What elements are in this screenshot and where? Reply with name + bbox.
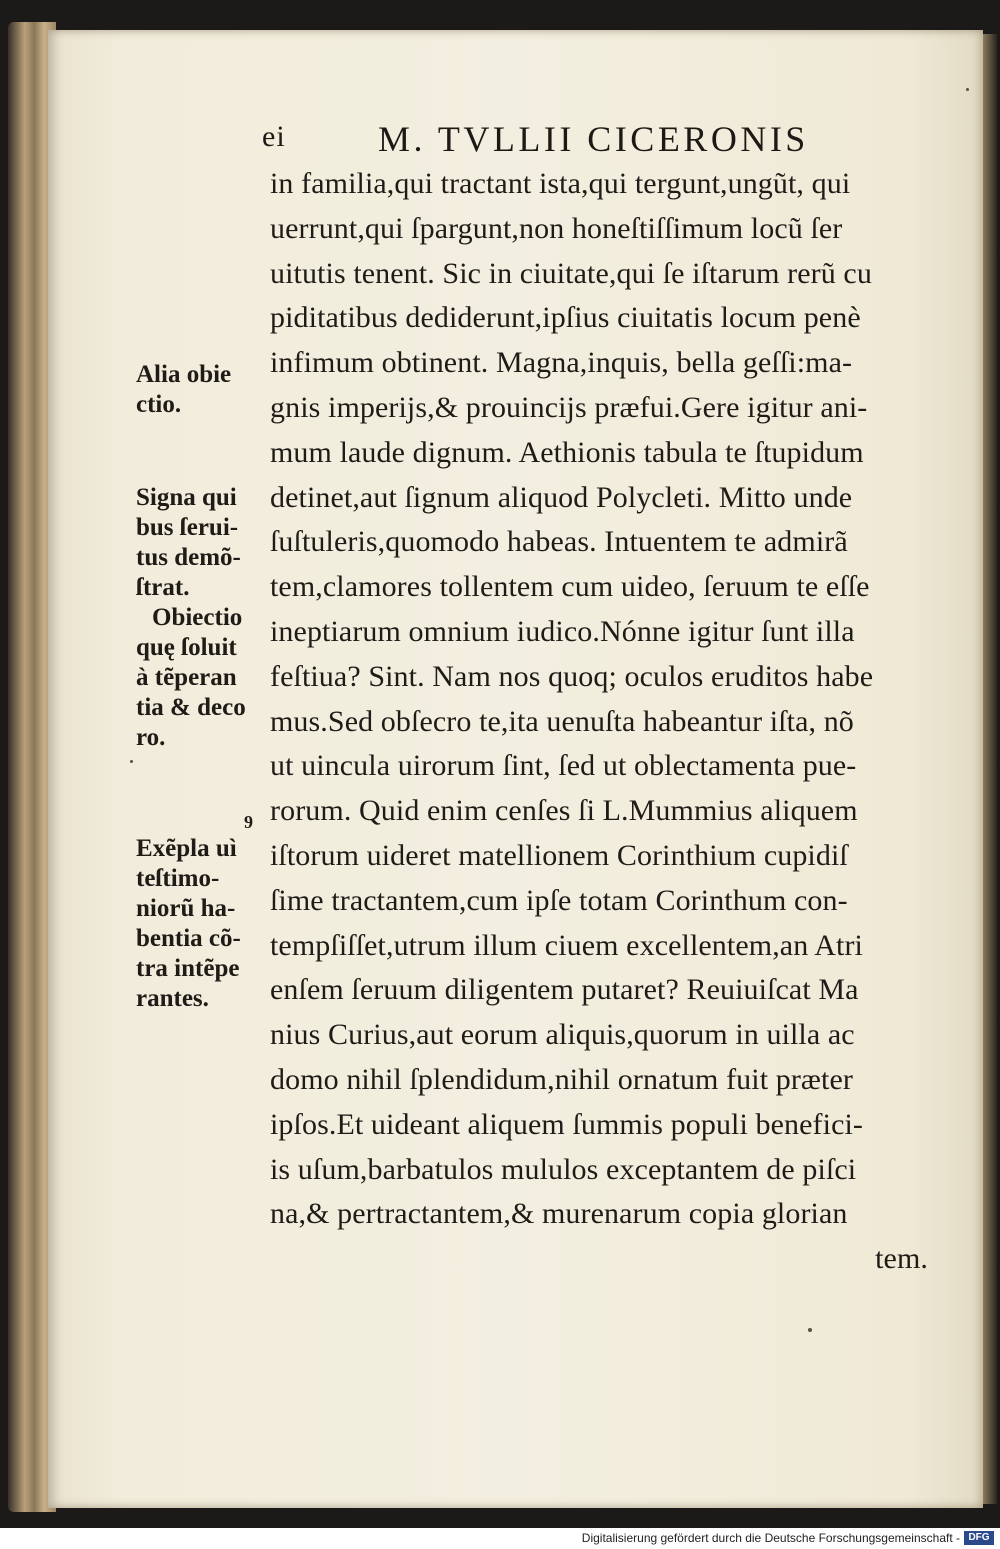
margin-note (136, 810, 253, 1014)
page-header (0, 118, 1000, 168)
margin-note-line: quę ſoluit (136, 634, 237, 661)
catchword: tem. (875, 1242, 928, 1276)
margin-note-line: bentia cõ- (136, 925, 241, 952)
footer-bar (0, 1528, 1000, 1549)
text-line: feſtiua? Sint. Nam nos quoq; oculos eruditos habe (270, 659, 874, 693)
text-line: in familia,qui tractant ista,qui tergunt,ungũt, qui (270, 167, 851, 200)
page-right-edge (983, 34, 997, 1504)
text-line: uitutis tenent. Sic in ciuitate,qui ſe iſtarum rerũ cu (270, 256, 872, 290)
text-line: ſuſtuleris,quomodo habeas. Intuentem te admirã (270, 525, 848, 559)
margin-note (136, 603, 246, 753)
margin-note-line: niorũ ha- (136, 895, 236, 922)
text-line: nius Curius,aut eorum aliquis,quorum in uilla ac (270, 1018, 855, 1052)
text-line: infimum obtinent. Magna,inquis, bella geſſi:ma- (270, 346, 853, 380)
margin-note-line: 9 (244, 812, 253, 832)
margin-note-line: ro. (136, 724, 166, 751)
margin-note-line: Alia obie (136, 361, 232, 388)
text-line: gnis imperijs,& prouincijs præfui.Gere igitur ani- (270, 390, 868, 424)
text-line: mus.Sed obſecro te,ita uenuſta habeantur iſta, nõ (270, 704, 854, 738)
margin-note-line: teſtimo- (136, 865, 220, 892)
digitization-credit: Digitalisierung gefördert durch die Deutsche Forschungsgemeinschaft - (581, 1531, 960, 1545)
margin-note-line: ſtrat. (136, 574, 190, 601)
text-line: ineptiarum omnium iudico.Nónne igitur ſunt illa (270, 614, 855, 648)
margin-note-line: Signa qui (136, 484, 237, 511)
running-title: M. TVLLII CICERONIS (378, 119, 809, 159)
margin-note-line: ctio. (136, 391, 182, 418)
margin-note-line: rantes. (136, 985, 209, 1012)
text-line: rorum. Quid enim cenſes ſi L.Mummius aliquem (270, 794, 858, 828)
page-folio: ei (262, 120, 286, 153)
margin-note-line: tia & deco (136, 694, 246, 721)
text-line: iſtorum uideret matellionem Corinthium cupidiſ (270, 838, 848, 872)
ink-speck (966, 88, 969, 91)
text-line: ipſos.Et uideant aliquem ſummis populi benefici- (270, 1107, 864, 1141)
text-line: piditatibus dediderunt,ipſius ciuitatis locum penè (270, 301, 861, 335)
text-line: is uſum,barbatulos mululos exceptantem de piſci (270, 1152, 857, 1186)
text-line: uerrunt,qui ſpargunt,non honeſtiſſimum locũ ſer (270, 211, 843, 245)
margin-note-line: à tẽperan (136, 664, 237, 691)
text-line: domo nihil ſplendidum,nihil ornatum fuit præter (270, 1062, 853, 1096)
ink-speck (130, 760, 133, 763)
ink-speck (808, 1328, 812, 1332)
margin-note (136, 360, 231, 420)
margin-note (136, 483, 241, 603)
text-line: mum laude dignum. Aethionis tabula te ſtupidum (270, 435, 864, 469)
text-line: tem,clamores tollentem cum uideo, ſeruum te eſſe (270, 570, 870, 604)
margin-note-line: bus ſerui- (136, 514, 239, 541)
margin-note-line: Exẽpla uì (136, 835, 237, 862)
main-text (270, 162, 940, 1282)
text-line: detinet,aut ſignum aliquod Polycleti. Mitto unde (270, 480, 853, 514)
text-line: ſime tractantem,cum ipſe totam Corinthum con- (270, 883, 848, 917)
margin-note-line: tus demõ- (136, 544, 241, 571)
text-line: na,& pertractantem,& murenarum copia glorian (270, 1197, 848, 1231)
text-line: enſem ſeruum diligentem putaret? Reuiuiſcat Ma (270, 973, 859, 1007)
dfg-logo: DFG (964, 1531, 994, 1545)
margin-note-line: tra intẽpe (136, 955, 240, 982)
text-line: ut uincula uirorum ſint, ſed ut oblectamenta pue- (270, 749, 857, 783)
text-line: tempſiſſet,utrum illum ciuem excellentem,an Atri (270, 928, 863, 962)
margin-note-line: Obiectio (152, 604, 243, 631)
